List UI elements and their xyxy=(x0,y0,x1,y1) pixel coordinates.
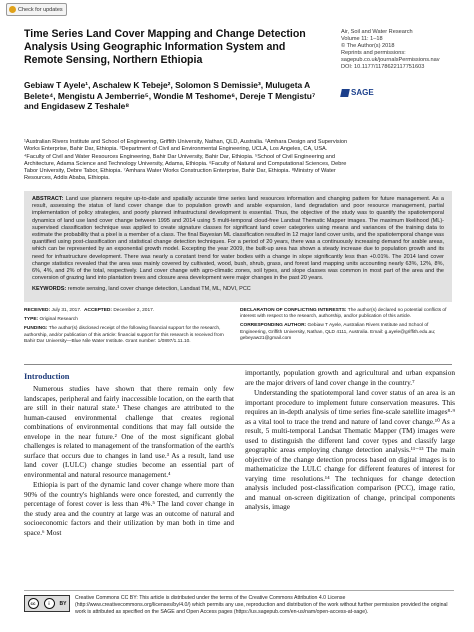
intro-paragraph: Ethiopia is part of the dynamic land cover change where more than 90% of the country's highlands were once forested, and currently the percentage of forest cover is less than 4%.⁵ The land cover change in the study area and the country at large was an outcome of natural and socioeconomic factors and their utilization by man both in time and space.⁶ Most xyxy=(24,480,234,537)
declarations xyxy=(240,308,452,345)
license-text: Creative Commons CC BY: This article is distributed under the terms of the Creative Commons Attribution 4.0 License (http://www.creativecommons.org/licenses/by/4.0/) which permits any use, reproduction and distribution of the work without further permission provided the original work is attributed as specified on the SAGE and Open Access pages (https://us.sagepub.com/en-us/nam/open-access-at-sage). xyxy=(75,595,448,615)
section-divider xyxy=(24,364,452,365)
abstract-text: Land use planners require up-to-date and spatially accurate time series land resources information and changing pattern for future management. As a result, assessing the status of land cover change due to population growth and arable expansion, land degradation and poor resource management, partial implementation of policy strategies, and poorly planned infrastructural development is essential. Thus, the objective of the study was to quantify the spatiotemporal dynamics of land use land cover change between 1995 and 2014 using 5 multi-temporal cloud-free Landsat Thematic Mapper images. The maximum likelihood (ML)-supervised classification technique was applied to create signature classes for significant land cover categories using means and variances of the training data to estimate the probability that a pixel is a member of a class. The final Bayesian ML classification resulted in 12 major land cover units, and the spatiotemporal change was quantified using post-classification and statistical change detection techniques. For a period of 20 years, there was a continuously increasing demand for arable areas, which can be represented by an exponential growth model. Excepting the year 2009, the built-up area has shown a steady increase due to population growth and its need for infrastructure development. There was nearly a constant trend for water bodies with a change in slope significantly less than +0.01%. The 2014 land cover change statistics revealed that the area was mainly covered by cultivated, wood, bush, shrub, grass, and forest land mapping units accounting nearly 63%, 12%, 8%, 6%, 4%, and 2% of the total, respectively. Land cover change with agro-climatic zones, soil types, and slope classes was common in most part of the area and the conversion of grazing land into plantation trees and closure area development were major changes in the past 20 years. xyxy=(32,196,444,282)
conflict-text: The author(s) declared no potential conflicts of interest with respect to the research, authorship, and/or publication of this article. xyxy=(240,308,447,320)
funding-label: FUNDING: xyxy=(24,326,48,332)
keywords-text: remote sensing, land cover change detection, Landsat TM, ML, NDVI, PCC xyxy=(67,286,251,293)
funding-row xyxy=(24,326,232,345)
intro-paragraph: importantly, population growth and agricultural and urban expansion are the major drivers of land cover change in the country.⁷ xyxy=(245,368,455,387)
body-column-left xyxy=(24,384,234,537)
article-type: Original Research xyxy=(39,317,78,323)
body-column-right xyxy=(245,368,455,512)
journal-volume: Volume 11: 1–18 xyxy=(341,36,383,42)
check-for-updates-label: Check for updates xyxy=(18,6,63,13)
intro-paragraph: Numerous studies have shown that there remain only few landscapes, peripheral and fairly inaccessible location, on the earth that are still in their natural state.¹ These changes are attributed to the human-caused environmental challenge that creates regional combinations of environmental conditions that may fall outside the envelope in the near future.² One of the most significant global challenges is related to management of the transformation of the earth's surface that occurs due to changes in land use.³ As a result, land use land cover (LULC) change studies become an essential part of environmental and natural resource management.⁴ xyxy=(24,384,234,479)
article-title: Time Series Land Cover Mapping and Change Detection Analysis Using Geographic Information System and Remote Sensing, Northern Ethiopia xyxy=(24,28,306,67)
abstract-paragraph xyxy=(32,196,444,282)
received-label: RECEIVED: xyxy=(24,308,51,313)
received-date: July 31, 2017. xyxy=(51,308,82,313)
corresponding-label: CORRESPONDING AUTHOR: xyxy=(240,323,307,329)
type-row xyxy=(24,317,232,323)
keywords-paragraph xyxy=(32,286,444,293)
keywords-label: KEYWORDS: xyxy=(32,286,67,293)
publisher-name: SAGE xyxy=(351,88,374,97)
license-badge-label: BY xyxy=(59,600,67,607)
creative-commons-icon: cc xyxy=(28,598,39,609)
attribution-icon: i xyxy=(44,598,55,609)
journal-doi[interactable]: DOI: 10.1177/1178622117751603 xyxy=(341,64,425,70)
check-for-updates-badge[interactable] xyxy=(6,3,67,16)
affiliations: ¹Australian Rivers Institute and School of Engineering, Griffith University, Nathan, QLD, Australia. ²Amhara Design and Supervision Works Enterprise, Bahir Dar, Ethiopia. ³Department of Civil and Environmental Engineering, UCLA, Los Angeles, CA, USA. ⁴Faculty of Civil and Water Resources Engineering, Bahir Dar University, Bahir Dar, Ethiopia. ⁵School of Civil Engineering and Architecture, Adama Science and Technology University, Adama, Ethiopia. ⁶Faculty of Natural and Computational Sciences, Debre Tabor University, Debre Tabor, Ethiopia. ⁷Amhara Water Works Construction Enterprise, Bahir Dar, Ethiopia. ⁸Ministry of Water Resources, Addis Ababa, Ethiopia. xyxy=(24,139,348,182)
author-list: Gebiaw T Ayele¹, Aschalew K Tebeje², Solomon S Demissie³, Mulugeta A Belete⁴, Mengistu A Jemberrie⁵, Wondie M Teshome⁶, Dereje T Mengistu⁷ and Engidasew Z Teshale⁸ xyxy=(24,80,316,112)
sage-logo-icon xyxy=(340,89,350,97)
article-metadata xyxy=(24,308,232,348)
introduction-heading: Introduction xyxy=(24,372,70,381)
journal-copyright: © The Author(s) 2018 xyxy=(341,43,395,49)
corresponding-row xyxy=(240,323,452,342)
journal-reuse-link[interactable]: sagepub.co.uk/journalsPermissions.nav xyxy=(341,57,440,63)
accepted-label: ACCEPTED: xyxy=(84,308,112,313)
intro-paragraph: Understanding the spatiotemporal land cover status of an area is an important procedure to implement future conservation measures. This requires an in-depth analysis of time series fine-scale satellite images⁸·⁹ as a vital tool to trace the trend and nature of land cover change.¹⁰ As a result, 5 multi-temporal Landsat Thematic Mapper (TM) images were used to distinguish the different land cover types and classify large geographic areas employing change detection analysis.¹¹⁻¹³ The main objective of the change detection process based on digital images is to mathematicize the LULC change for different features of interest for varying time resolutions.¹⁴ The techniques for change detection analysis included post-classification comparison (PCC), image ratio, and manual on-screen digitization of change, principal components analysis, image xyxy=(245,388,455,511)
cc-by-license-badge[interactable] xyxy=(24,595,70,612)
funding-text: The author(s) disclosed receipt of the following financial support for the research, authorship, and/or publication of this article: financial support for this research is received from Bahir Dar University—Blue Nile Water Institute. Grant number: 1/0897/1.11.10. xyxy=(24,326,224,344)
type-label: TYPE: xyxy=(24,317,39,323)
abstract-label: ABSTRACT: xyxy=(32,196,64,202)
journal-name: Air, Soil and Water Research xyxy=(341,29,413,35)
conflict-row xyxy=(240,308,452,320)
publisher-logo xyxy=(341,88,374,97)
abstract-box xyxy=(24,191,452,302)
journal-reuse: Reprints and permissions: xyxy=(341,50,406,56)
journal-info xyxy=(341,29,471,71)
accepted-date: December 2, 2017. xyxy=(113,308,155,313)
license-footer xyxy=(24,590,454,615)
dates-row xyxy=(24,308,232,314)
corresponding-text: Gebiaw T Ayele, Australian Rivers Institute and School of Engineering, Griffith University, Nathan, QLD 4111, Australia. Email: g.ayele@griffith.edu.au; gebeyaw21@gmail.com xyxy=(240,323,436,341)
update-icon xyxy=(9,6,16,13)
conflict-label: DECLARATION OF CONFLICTING INTERESTS: xyxy=(240,308,347,313)
